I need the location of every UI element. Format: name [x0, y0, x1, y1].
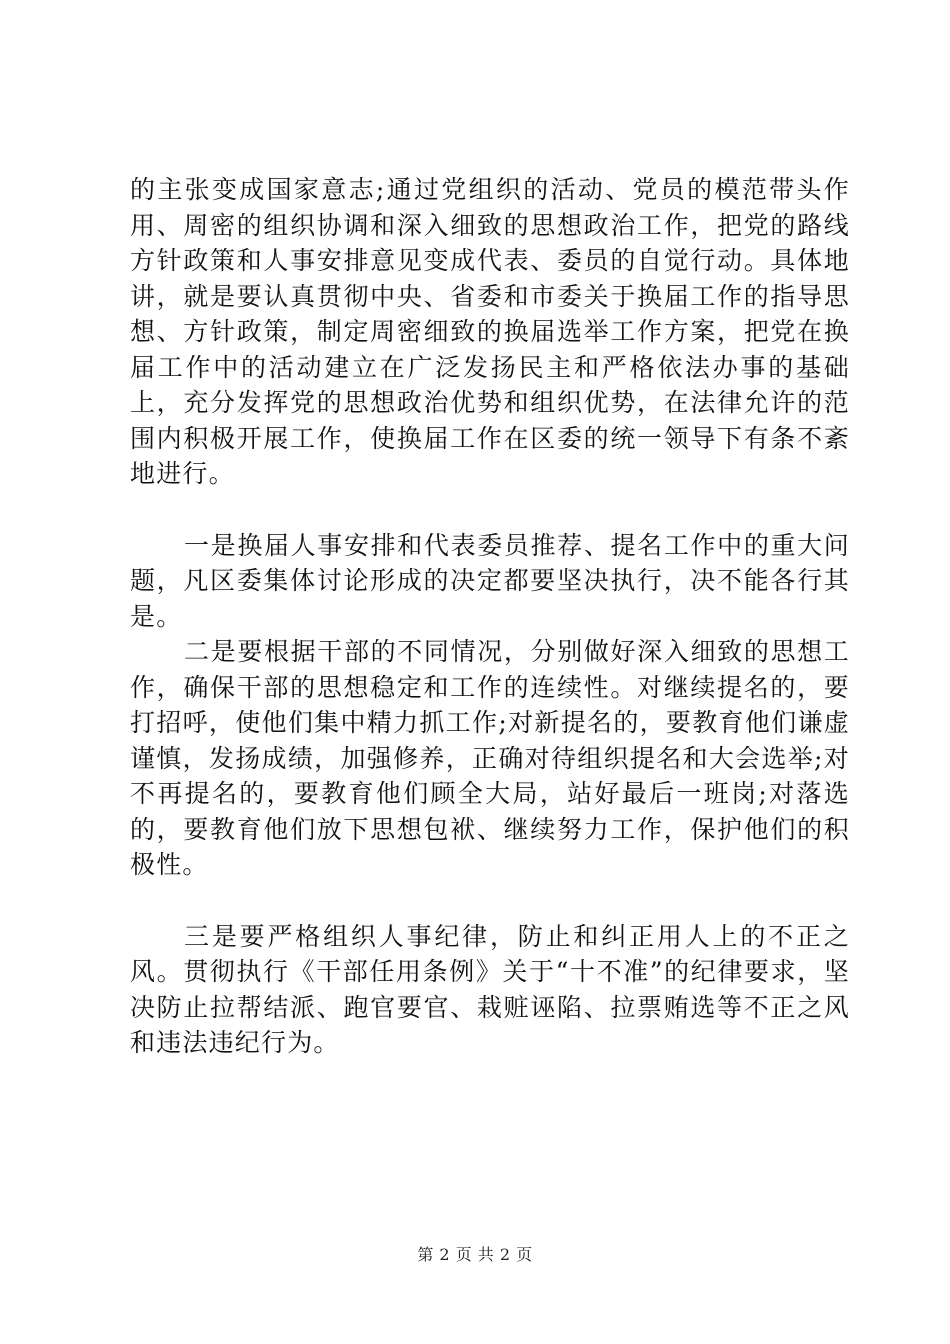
paragraph-point-one: 一是换届人事安排和代表委员推荐、提名工作中的重大问题，凡区委集体讨论形成的决定都要坚决执行，决不能各行其是。 — [130, 530, 850, 631]
document-body — [130, 172, 850, 1061]
page-number-footer: 第 2 页 共 2 页 — [417, 1245, 533, 1264]
paragraph-point-three: 三是要严格组织人事纪律，防止和纠正用人上的不正之风。贯彻执行《干部任用条例》关于“十不准”的纪律要求，坚决防止拉帮结派、跑官要官、栽赃诬陷、拉票贿选等不正之风和违法违纪行为。 — [130, 921, 850, 1057]
paragraph-point-two: 二是要根据干部的不同情况，分别做好深入细致的思想工作，确保干部的思想稳定和工作的连续性。对继续提名的，要打招呼，使他们集中精力抓工作;对新提名的，要教育他们谦虚谨慎，发扬成绩，加强修养，正确对待组织提名和大会选举;对不再提名的，要教育他们顾全大局，站好最后一班岗;对落选的，要教育他们放下思想包袱、继续努力工作，保护他们的积极性。 — [130, 637, 850, 879]
paragraph-continuation: 的主张变成国家意志;通过党组织的活动、党员的模范带头作用、周密的组织协调和深入细致的思想政治工作，把党的路线方针政策和人事安排意见变成代表、委员的自觉行动。具体地讲，就是要认真贯彻中央、省委和市委关于换届工作的指导思想、方针政策，制定周密细致的换届选举工作方案，把党在换届工作中的活动建立在广泛发扬民主和严格依法办事的基础上，充分发挥党的思想政治优势和组织优势，在法律允许的范围内积极开展工作，使换届工作在区委的统一领导下有条不紊地进行。 — [130, 175, 850, 488]
